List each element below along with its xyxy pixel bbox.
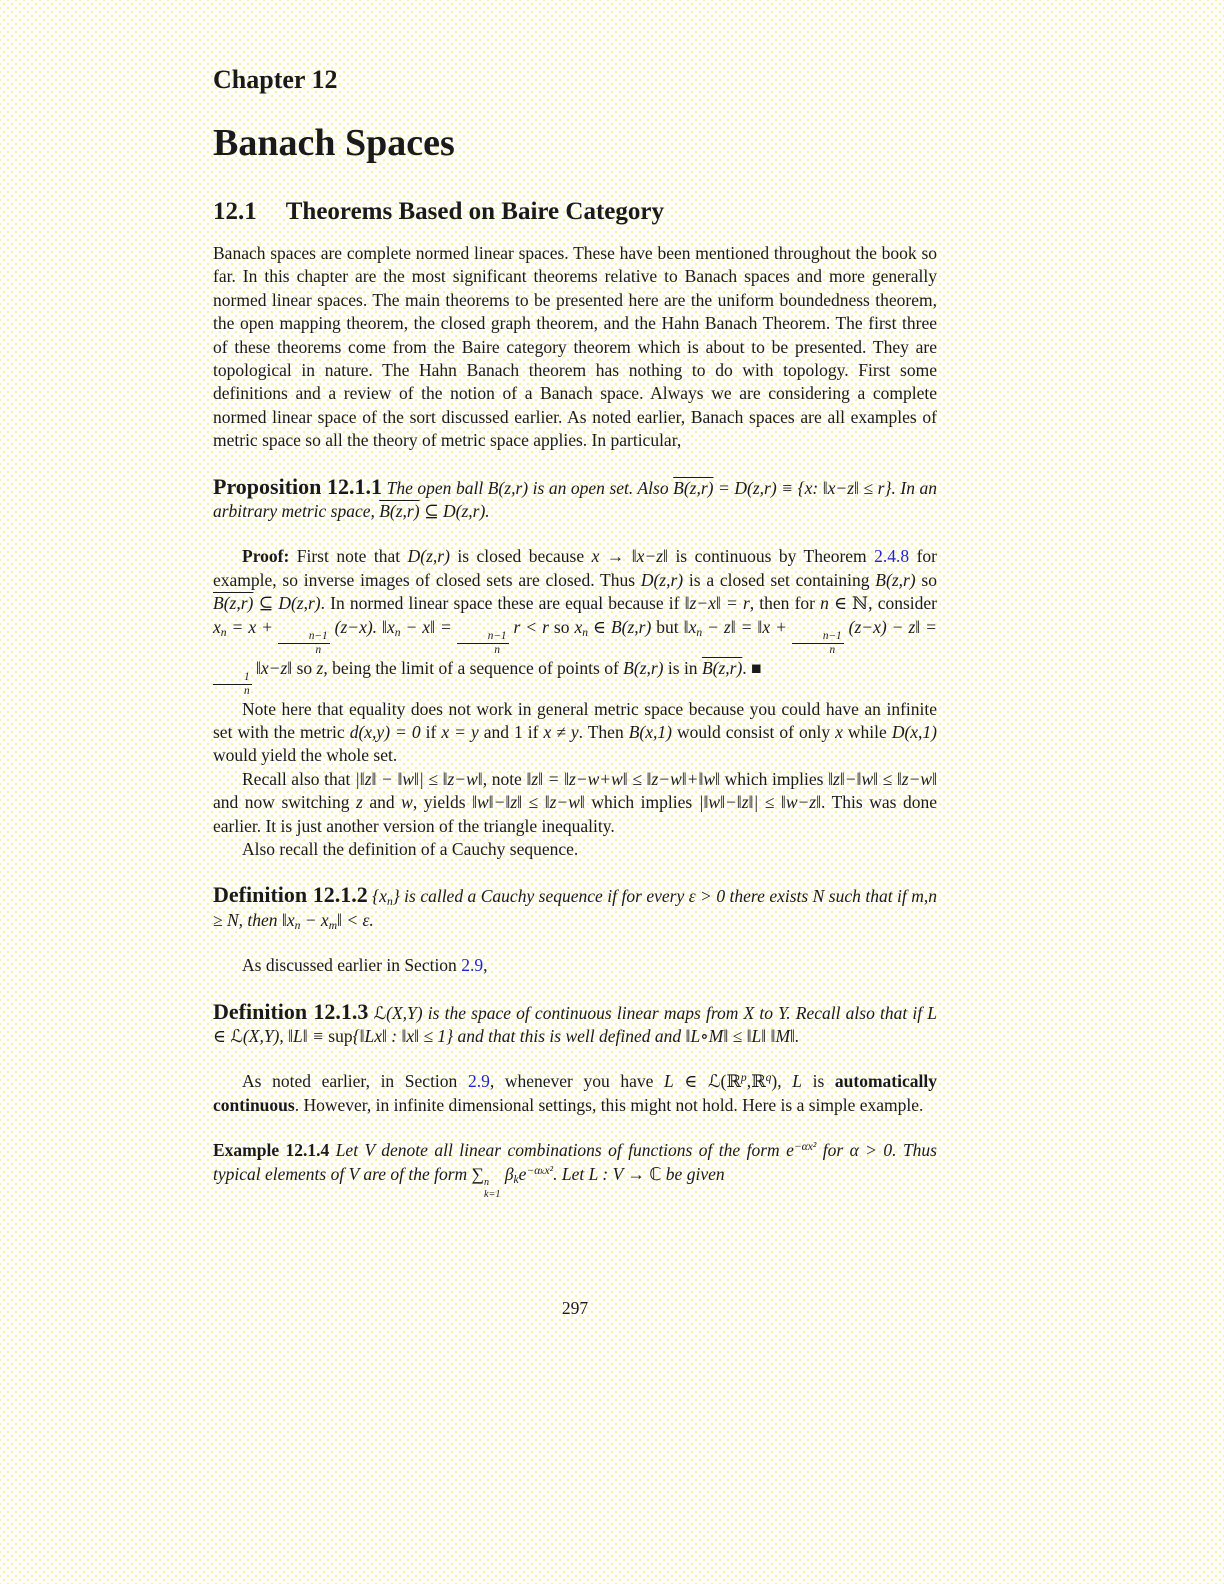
fraction-denominator: n	[829, 643, 836, 656]
section-title: Theorems Based on Baire Category	[285, 198, 664, 225]
text-run	[484, 1177, 500, 1201]
text-run: x → ‖x−z‖	[591, 546, 668, 567]
text-run: for α > 0. Thus typical elements of V are of the form	[213, 1140, 937, 1184]
chapter-label: Chapter 12	[213, 65, 338, 94]
text-run: Definition 12.1.2	[213, 882, 368, 908]
text-run	[213, 671, 252, 698]
text-run: ),	[771, 1071, 793, 1092]
text-run: , yields	[412, 792, 473, 813]
text-run: x = y	[441, 721, 479, 742]
text-run: (z−x) − z‖ =	[843, 616, 937, 637]
sum-lower-limit: k=1	[484, 1189, 501, 1201]
text-run: would consist of only	[671, 721, 836, 742]
text-run: . In normed linear space these are equal because if	[320, 593, 685, 614]
text-run: ‖z‖ = ‖z−w+w‖ ≤ ‖z−w‖+‖w‖	[526, 768, 720, 789]
text-run: x	[835, 721, 843, 742]
text-run: sup	[328, 1025, 353, 1046]
also-recall-paragraph	[213, 838, 937, 861]
text-run: First note that	[289, 546, 408, 567]
text-run: ⊆ D(z,r).	[419, 501, 490, 522]
text-run: would yield the whole set.	[213, 745, 398, 766]
text-run: so	[915, 569, 937, 590]
text-run: ‖ < ε.	[337, 909, 374, 930]
text-run: d(x,y) = 0	[349, 721, 421, 742]
text-run: − z‖ = ‖x +	[702, 616, 792, 637]
text-run: ∑	[471, 1163, 485, 1184]
text-run: ‖x	[683, 616, 697, 637]
text-run: q	[765, 1072, 772, 1085]
text-run: As discussed earlier in Section	[242, 955, 462, 976]
text-run: which implies	[719, 768, 829, 789]
text-run: −αₖx²	[526, 1164, 554, 1177]
sum-upper-limit: n	[484, 1177, 490, 1189]
text-run: , then for	[749, 593, 821, 614]
text-run: B(z,r)	[875, 569, 916, 590]
theorem-2-4-8-link[interactable]: 2.4.8	[874, 546, 910, 567]
text-run: is	[801, 1071, 835, 1092]
text-run: is in	[663, 657, 702, 678]
text-run: = D(z,r) ≡ {x: ‖x−z‖ ≤ r}. In an arbitrary metric space,	[213, 477, 937, 522]
text-run: so	[548, 616, 575, 637]
text-run: and 1 if	[478, 721, 544, 742]
text-run: w	[401, 792, 413, 813]
as-noted-paragraph	[213, 1070, 937, 1117]
text-run: |‖w‖−‖z‖| ≤ ‖w−z‖	[698, 792, 822, 813]
text-run: if	[420, 721, 442, 742]
text-run: is closed because	[449, 546, 592, 567]
text-run: Let V denote all linear combinations of functions of the form e	[329, 1140, 794, 1161]
fraction-denominator: n	[315, 643, 322, 656]
section-2-9-link[interactable]: 2.9	[467, 1071, 490, 1092]
text-run: = x +	[226, 616, 278, 637]
section-heading	[213, 197, 937, 227]
text-run: B(z,r)	[623, 657, 664, 678]
text-run: |‖z‖ − ‖w‖| ≤ ‖z−w‖	[354, 768, 483, 789]
text-run: n	[582, 626, 589, 639]
text-run: e	[518, 1163, 527, 1184]
text-run: x	[574, 616, 583, 637]
text-run: Recall also that	[242, 768, 355, 789]
fraction-numerator: n−1	[792, 630, 844, 644]
text-run: . This was done earlier. It is just another version of the triangle inequality.	[213, 792, 938, 836]
text-run: L	[664, 1071, 674, 1092]
text-run: is continuous by Theorem	[667, 546, 875, 567]
text-run: x ≠ y	[543, 721, 579, 742]
text-run: D(x,1)	[891, 721, 937, 742]
text-run	[278, 630, 330, 657]
text-run: and	[362, 792, 402, 813]
text-run: , note	[482, 768, 527, 789]
definition-12-1-2	[213, 883, 937, 932]
proof-paragraph	[213, 545, 937, 697]
text-run: {x	[367, 886, 387, 907]
text-run: B(x,1)	[628, 721, 672, 742]
text-run: n	[820, 593, 829, 614]
text-run: The open ball B(z,r) is an open set. Also	[382, 477, 674, 498]
text-run: − x‖ =	[400, 616, 457, 637]
text-run: z	[356, 792, 363, 813]
text-run: p	[740, 1072, 747, 1085]
text-run: n	[220, 626, 227, 639]
text-run: but	[651, 616, 684, 637]
text-run: B(z,r)	[673, 477, 714, 498]
text-run: β	[500, 1163, 514, 1184]
definition-12-1-3	[213, 1000, 937, 1049]
section-reference-paragraph	[213, 954, 937, 977]
text-run: so	[292, 657, 317, 678]
text-run: ⊆ D(z,r)	[253, 593, 321, 614]
text-run: −αx²	[793, 1141, 817, 1154]
fraction-denominator: n	[494, 643, 500, 656]
text-run: ‖x−z‖	[251, 657, 293, 678]
text-run: B(z,r)	[213, 593, 254, 614]
text-run	[457, 630, 509, 657]
text-run: Also recall the definition of a Cauchy sequence.	[242, 838, 579, 859]
text-run: ‖z‖−‖w‖ ≤ ‖z−w‖	[828, 768, 937, 789]
text-run: ,	[483, 955, 488, 976]
fraction-denominator: n	[244, 684, 250, 697]
text-run: . Then	[578, 721, 629, 742]
text-run: Proposition 12.1.1	[213, 473, 383, 499]
text-run: B(z,r)	[701, 657, 743, 678]
text-run: ‖z−x‖ = r	[684, 593, 750, 614]
fraction-numerator: 1	[213, 671, 252, 685]
text-run: ∈ ℕ, consider	[828, 593, 937, 614]
text-run: n	[386, 896, 393, 909]
text-run: ‖w‖−‖z‖ ≤ ‖z−w‖	[472, 792, 585, 813]
text-run: x	[213, 616, 221, 637]
page-number: 297	[561, 1298, 589, 1318]
chapter-title: Banach Spaces	[213, 122, 455, 164]
text-run: (z−x). ‖x	[329, 616, 395, 637]
text-run: } is called a Cauchy sequence if for every ε > 0 there exists N such that if m,n ≥ N, then ‖x	[213, 886, 937, 930]
text-run: D(z,r)	[407, 546, 450, 567]
text-run: n	[696, 626, 703, 639]
section-number: 12.1	[213, 198, 257, 225]
text-run: . Let L : V → ℂ be given	[553, 1163, 725, 1184]
text-run: . However, in infinite dimensional settings, this might not hold. Here is a simple example.	[294, 1094, 924, 1115]
example-12-1-4	[213, 1139, 937, 1201]
text-run: Note here that equality does not work in general metric space because you could have an infinite set with the metric	[213, 698, 937, 742]
text-run: while	[842, 721, 892, 742]
text-run: Banach spaces are complete normed linear spaces. These have been mentioned throughout the book so far. In this chapter are the most significant theorems relative to Banach spaces and more generally normed linear spaces. The main theorems to be presented here are the uniform boundedness theorem, the open mapping theorem, the closed graph theorem, and the Hahn Banach Theorem. The first three of these theorems come from the Baire category theorem which is about to be presented. They are topological in nature. The Hahn Banach theorem has nothing to do with topology. First some definitions and a review of the notion of a Banach space. Always we are considering a complete normed linear space of the sort discussed earlier. As noted earlier, Banach spaces are all examples of metric space so all the theory of metric space applies. In particular,	[213, 243, 937, 451]
section-2-9-link[interactable]: 2.9	[461, 955, 484, 976]
text-run: k	[513, 1173, 519, 1186]
text-run: − x	[300, 909, 329, 930]
text-run: for example, so inverse images of closed sets are closed. Thus	[213, 546, 938, 590]
text-run: n	[294, 919, 301, 932]
text-run: m	[328, 919, 338, 932]
note-paragraph	[213, 698, 937, 768]
text-run: automatically continuous	[213, 1071, 937, 1115]
text-run: and now switching	[213, 792, 357, 813]
text-run	[792, 630, 844, 657]
text-run: z	[316, 657, 324, 678]
text-run: Definition 12.1.3	[213, 998, 369, 1024]
text-run: is a closed set containing	[683, 569, 876, 590]
recall-paragraph	[213, 768, 937, 838]
fraction-numerator: n−1	[278, 630, 330, 644]
text-run: ∈ ℒ(ℝ	[673, 1071, 741, 1092]
text-run: , being the limit of a sequence of points of	[323, 657, 624, 678]
text-run: B(z,r)	[610, 616, 652, 637]
fraction-numerator: n−1	[457, 630, 509, 644]
intro-paragraph	[213, 242, 937, 453]
text-run: As noted earlier, in Section	[242, 1071, 468, 1092]
text-run: {‖Lx‖ : ‖x‖ ≤ 1} and that this is well defined and ‖L∘M‖ ≤ ‖L‖ ‖M‖.	[352, 1025, 800, 1046]
text-run: ∈	[588, 616, 611, 637]
text-run: ℒ(X,Y) is the space of continuous linear maps from X to Y. Recall also that if L ∈ ℒ(X,Y), ‖L‖ ≡	[213, 1002, 937, 1046]
text-column	[213, 65, 937, 1202]
text-run: L	[792, 1071, 802, 1092]
text-run: Proof:	[242, 546, 290, 567]
text-run: which implies	[584, 792, 699, 813]
text-run: D(z,r)	[640, 569, 684, 590]
text-run: . ■	[742, 657, 762, 678]
text-run: Example 12.1.4	[213, 1140, 330, 1161]
text-run: n	[394, 626, 401, 639]
text-run: r < r	[508, 616, 549, 637]
text-run: B(z,r)	[379, 501, 420, 522]
text-run: , whenever you have	[489, 1071, 664, 1092]
proposition-12-1-1	[213, 475, 937, 524]
text-run: ,ℝ	[746, 1071, 766, 1092]
